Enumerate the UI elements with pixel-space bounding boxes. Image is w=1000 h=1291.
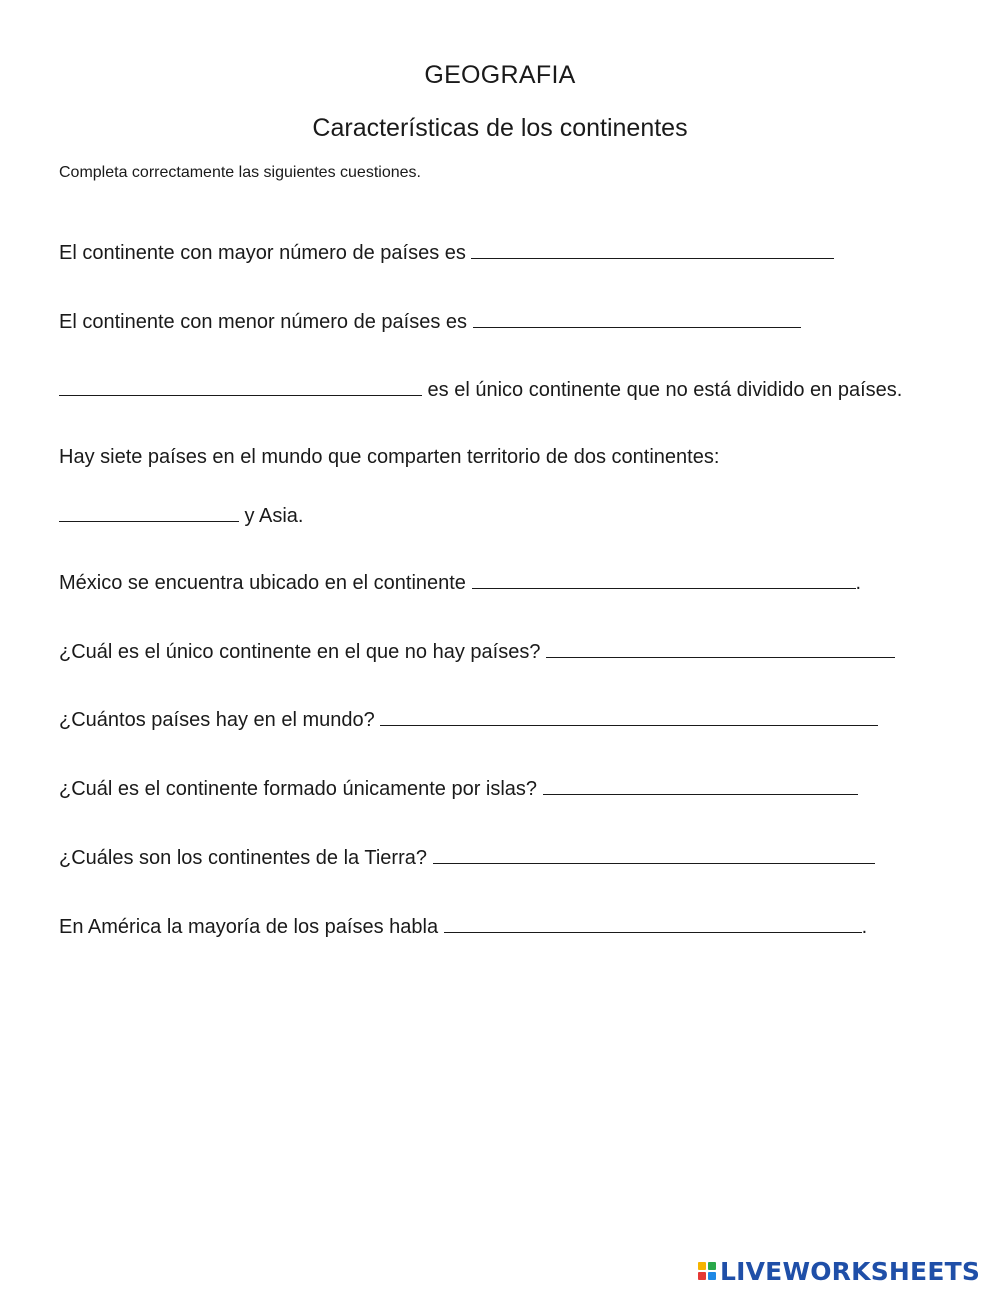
- answer-blank-3[interactable]: [59, 377, 422, 396]
- liveworksheets-logo: [698, 1256, 980, 1286]
- question-4-text: Hay siete países en el mundo que comparten territorio de dos continentes:: [59, 446, 720, 468]
- question-11: [59, 914, 867, 939]
- logo-square-1: [698, 1262, 706, 1270]
- question-5-text: y Asia.: [239, 505, 304, 527]
- question-11-suffix: .: [861, 916, 868, 938]
- question-2: [59, 309, 801, 334]
- logo-text: LIVEWORKSHEETS: [720, 1256, 981, 1286]
- question-9-text: ¿Cuál es el continente formado únicamente por islas?: [59, 778, 543, 800]
- question-5: [59, 503, 303, 528]
- answer-blank-2[interactable]: [473, 309, 801, 328]
- question-6: [59, 570, 861, 595]
- answer-blank-1[interactable]: [471, 240, 834, 259]
- question-4: [59, 446, 719, 469]
- question-10-text: ¿Cuáles son los continentes de la Tierra?: [59, 847, 433, 869]
- question-1-text: El continente con mayor número de países es: [59, 242, 472, 264]
- answer-blank-7[interactable]: [380, 707, 878, 726]
- answer-blank-10[interactable]: [444, 914, 862, 933]
- answer-blank-8[interactable]: [543, 776, 858, 795]
- answer-blank-5[interactable]: [472, 570, 856, 589]
- answer-blank-6[interactable]: [546, 639, 895, 658]
- logo-square-3: [698, 1272, 706, 1280]
- question-1: [59, 240, 834, 265]
- question-6-text: México se encuentra ubicado en el continente: [59, 572, 472, 594]
- question-9: [59, 776, 858, 801]
- liveworksheets-logo-icon: [698, 1262, 716, 1280]
- page-subtitle: Características de los continentes: [312, 114, 688, 142]
- instructions: Completa correctamente las siguientes cuestiones.: [59, 164, 421, 181]
- question-8-text: ¿Cuántos países hay en el mundo?: [59, 709, 381, 731]
- page-title: GEOGRAFIA: [424, 61, 576, 89]
- question-3: [59, 377, 902, 402]
- question-3-text: es el único continente que no está dividido en países.: [422, 379, 903, 401]
- question-2-text: El continente con menor número de países es: [59, 311, 473, 333]
- answer-blank-9[interactable]: [433, 845, 875, 864]
- logo-square-2: [708, 1262, 716, 1270]
- question-8: [59, 707, 878, 732]
- question-6-suffix: .: [855, 572, 862, 594]
- logo-square-4: [708, 1272, 716, 1280]
- question-7: [59, 639, 895, 664]
- question-10: [59, 845, 875, 870]
- question-11-text: En América la mayoría de los países habla: [59, 916, 444, 938]
- question-7-text: ¿Cuál es el único continente en el que no hay países?: [59, 641, 546, 663]
- answer-blank-4[interactable]: [59, 503, 239, 522]
